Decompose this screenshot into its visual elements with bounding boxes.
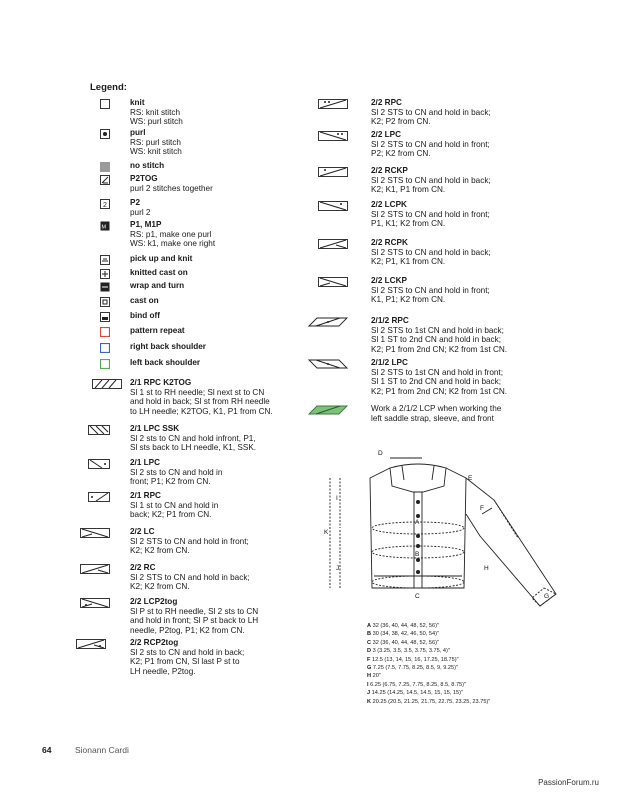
pick-up-icon (100, 255, 110, 265)
page-number: 64 (42, 745, 52, 755)
right-legend-entry (371, 130, 490, 159)
no-stitch-grey-icon (100, 162, 110, 172)
left-legend-entry (130, 161, 164, 171)
right-legend-entry (371, 238, 491, 267)
right-legend-entry-desc: Sl 2 STS to 1st CN and hold in front; (371, 367, 503, 377)
rcpk-icon (318, 239, 348, 249)
left-legend-entry (130, 198, 150, 217)
left-legend-entry-title: wrap and turn (130, 281, 185, 290)
knitted-cast-on-icon (100, 269, 110, 279)
left-legend-entry-desc: Sl 2 STS to CN and hold in back; (130, 572, 250, 582)
left-legend-entry-title: 2/1 LPC (130, 458, 161, 467)
measurement-value: 32 (36, 40, 44, 48, 52, 56)" (371, 623, 439, 629)
measurement-letter: K (367, 698, 372, 705)
measurement-value: 20.25 (20.5, 21.25, 21.75, 22.75, 23.25, 23.75)" (371, 698, 491, 705)
left-legend-entry (130, 638, 244, 676)
right-legend-entry (371, 316, 507, 354)
legend-title: Legend: (90, 82, 127, 93)
left-legend-entry-title: P1, M1P (130, 220, 162, 229)
blue-box-icon (100, 343, 110, 353)
p1-m1p-icon (100, 221, 110, 231)
right-legend-entry-title: 2/2 LPC (371, 130, 402, 139)
measurement-row (367, 622, 490, 630)
measurement-value: 32 (36, 40, 44, 48, 52, 56)" (371, 639, 439, 646)
rpc-21-icon (88, 492, 110, 502)
left-legend-entry (130, 597, 258, 635)
right-legend-entry-title: 2/1/2 LPC (371, 358, 408, 367)
measurement-letter: B (367, 631, 372, 638)
measurement-letter: C (367, 639, 372, 646)
left-legend-entry-desc: K2; K2 from CN. (130, 546, 190, 556)
left-legend-entry-desc: RS: p1, make one purl (130, 229, 212, 239)
right-legend-entry-desc: Sl 2 STS to CN and hold in back; (371, 107, 491, 117)
label-E: E (468, 475, 473, 482)
right-legend-entry (371, 276, 490, 305)
bind-off-icon (100, 312, 110, 322)
measurement-letter: A (367, 623, 372, 629)
rckp-icon (318, 167, 348, 177)
measurement-row (367, 639, 490, 647)
left-legend-entry (130, 128, 182, 157)
left-legend-entry (130, 326, 185, 336)
right-legend-entry-desc: Sl 2 STS to CN and hold in front; (371, 139, 490, 149)
measurement-row (367, 672, 490, 680)
author-name: Sionann Cardi (75, 745, 129, 755)
right-legend-entry-desc: Sl 1 ST to 2nd CN and hold in back; (371, 335, 502, 345)
measurement-letter: F (367, 656, 371, 663)
right-legend-entry (371, 98, 491, 127)
left-legend-entry-title: no stitch (130, 161, 165, 170)
left-legend-entry-desc: Sl 2 STS to CN and hold in front; (130, 536, 249, 546)
left-legend-entry-title: 2/1 LPC SSK (130, 424, 180, 433)
left-legend-entry-desc: Sl 1 st to RH needle; Sl next st to CN (130, 387, 265, 397)
left-legend-entry-desc: and hold in front; Sl P st back to LH (130, 616, 259, 626)
right-legend-entry-title: 2/2 LCPK (371, 200, 407, 209)
left-legend-entry-title: cast on (130, 296, 159, 305)
measurement-value: 7.25 (7.5, 7.75, 8.25, 8.5, 9, 9.25)" (371, 665, 458, 672)
left-legend-entry (130, 281, 184, 291)
cardigan-schematic (318, 448, 570, 618)
left-legend-entry-title: 2/1 RPC K2TOG (130, 378, 192, 387)
left-legend-entry-title: 2/2 LCP2tog (130, 597, 178, 606)
left-legend-entry-desc: Sl sts back to LH needle, K1, SSK. (130, 443, 257, 453)
left-legend-entry (130, 491, 218, 520)
left-legend-entry (130, 358, 200, 368)
right-legend-entry-desc: Sl 2 STS to CN and hold in front; (371, 285, 490, 295)
label-C: C (415, 593, 420, 600)
left-legend-entry-desc: needle, P2tog, P1; K2 from CN. (130, 625, 245, 635)
right-legend-entry-desc: K2; P2 from CN. (371, 117, 431, 127)
left-legend-entry-title: 2/2 RC (130, 563, 156, 572)
left-legend-entry-title: bind off (130, 311, 161, 320)
measurement-value: 20" (371, 673, 381, 680)
left-legend-entry (130, 458, 222, 487)
measurement-row (367, 681, 490, 689)
measurement-row (367, 656, 490, 664)
right-legend-entry (371, 200, 490, 229)
right-legend-entry-desc: K2; P1, K1 from CN. (371, 257, 446, 267)
measurement-value: 3 (3.25, 3.5, 3.5, 3.75, 3.75, 4)" (371, 648, 450, 655)
cast-on-icon (100, 297, 110, 307)
svg-text:M: M (101, 224, 107, 231)
left-legend-entry-title: knit (130, 98, 145, 107)
rpc-212-icon (308, 317, 348, 327)
left-legend-entry-desc: Sl 2 sts to CN and hold in back; (130, 647, 245, 657)
knit-square-icon (100, 99, 110, 109)
measurement-letter: I (367, 681, 369, 688)
label-F: F (480, 505, 484, 512)
left-legend-entry-desc: K2; K2 from CN. (130, 582, 190, 592)
right-legend-entry-title: 2/2 RPC (371, 98, 402, 107)
left-legend-entry-title: left back shoulder (130, 358, 201, 367)
left-legend-entry (130, 98, 183, 127)
right-legend-entry (371, 166, 491, 195)
lcp2tog-icon (80, 598, 110, 608)
measurement-value: 12.5 (13, 14, 15, 16, 17.25, 18.75)" (370, 656, 459, 663)
measurement-value: 30 (34, 38, 42, 46, 50, 54)" (371, 631, 439, 638)
right-legend-entry-desc: P2; K2 from CN. (371, 149, 431, 159)
watermark: PassionForum.ru (538, 778, 599, 787)
right-legend-entry-desc: Sl 2 STS to 1st CN and hold in back; (371, 325, 504, 335)
left-legend-entry (130, 527, 249, 556)
measurement-value: 6.25 (6.75, 7.25, 7.75, 8.25, 8.5, 8.75)" (368, 681, 467, 688)
lpc-ssk-icon (88, 425, 110, 435)
left-legend-entry-desc: front; P1; K2 from CN. (130, 477, 211, 487)
left-legend-entry-desc: purl 2 (130, 207, 151, 217)
measurement-value: 14.25 (14.25, 14.5, 14.5, 15, 15, 15)" (370, 690, 463, 697)
right-legend-entry-desc: K2; K1, P1 from CN. (371, 185, 446, 195)
left-legend-entry-desc: Sl P st to RH needle, Sl 2 sts to CN (130, 606, 259, 616)
left-legend-entry (130, 268, 188, 278)
lc-22-icon (80, 528, 110, 538)
measurement-row (367, 689, 490, 697)
measurement-row (367, 664, 490, 672)
left-legend-entry (130, 378, 273, 416)
left-legend-entry (130, 174, 213, 193)
left-legend-entry-desc: Sl 2 sts to CN and hold infront, P1, (130, 433, 256, 443)
right-legend-entry-desc: Work a 2/1/2 LCP when working the (371, 404, 502, 413)
lpc-21-icon (88, 459, 110, 469)
left-legend-entry (130, 563, 250, 592)
right-legend-entry-desc: Sl 2 STS to CN and hold in front; (371, 209, 490, 219)
lpc-22-icon (318, 131, 348, 141)
left-legend-entry (130, 342, 206, 352)
measurement-letter: H (367, 673, 372, 680)
right-legend-entry-desc: K2; P1 from 2nd CN; K2 from 1st CN. (371, 386, 508, 396)
green-cable-icon (308, 405, 348, 415)
left-legend-entry-title: 2/2 RCP2tog (130, 638, 179, 647)
left-legend-entry (130, 424, 256, 453)
left-legend-entry-title: purl (130, 128, 146, 137)
right-legend-entry-desc: Sl 2 STS to CN and hold in back; (371, 175, 491, 185)
label-D: D (378, 450, 383, 457)
measurement-row (367, 698, 490, 706)
label-J: J (336, 565, 340, 572)
measurement-letter: D (367, 648, 372, 655)
left-legend-entry-title: 2/2 LC (130, 527, 155, 536)
right-legend-entry-desc: P1, K1; K2 from CN. (371, 219, 446, 229)
label-B: B (415, 551, 420, 558)
left-legend-entry-desc: LH needle, P2tog. (130, 666, 196, 676)
right-legend-entry-desc: Sl 2 STS to CN and hold in back; (371, 247, 491, 257)
right-legend-entry-desc: left saddle strap, sleeve, and front (371, 413, 494, 423)
right-legend-entry-desc: Sl 1 ST to 2nd CN and hold in back; (371, 377, 502, 387)
right-legend-entry (371, 404, 501, 423)
left-legend-entry-desc: K2; P1 from CN, Sl last P st to (130, 657, 240, 667)
left-legend-entry-desc: back; K2; P1 from CN. (130, 510, 212, 520)
label-G: G (544, 593, 550, 600)
right-legend-entry-title: 2/1/2 RPC (371, 316, 409, 325)
label-K: K (324, 529, 329, 536)
right-legend-entry (371, 358, 507, 396)
left-legend-entry-title: pick up and knit (130, 254, 193, 263)
left-legend-entry-desc: WS: knit stitch (130, 147, 182, 157)
left-legend-entry (130, 296, 159, 306)
label-H: H (484, 565, 489, 572)
left-legend-entry-desc: Sl 2 sts to CN and hold in (130, 467, 223, 477)
label-I: I (336, 495, 338, 502)
left-legend-entry-desc: RS: purl stitch (130, 137, 181, 147)
left-legend-entry-title: pattern repeat (130, 326, 185, 335)
svg-text:2: 2 (103, 202, 107, 209)
right-legend-entry-desc: K1, P1; K2 from CN. (371, 295, 446, 305)
p2-icon (100, 199, 110, 209)
left-legend-entry-desc: and hold in back; Sl st from RH needle (130, 397, 270, 407)
red-box-icon (100, 327, 110, 337)
left-legend-entry (130, 220, 215, 249)
measurement-row (367, 647, 490, 655)
left-legend-entry-desc: WS: purl stitch (130, 117, 183, 127)
rpc-22-icon (318, 99, 348, 109)
lckp-icon (318, 277, 348, 287)
purl-dot-icon (100, 129, 110, 139)
measurement-row (367, 630, 490, 638)
left-legend-entry-desc: to LH needle; K2TOG, K1, P1 from CN. (130, 406, 273, 416)
right-legend-entry-title: 2/2 RCKP (371, 166, 408, 175)
left-legend-entry-title: P2 (130, 198, 141, 207)
right-legend-entry-desc: K2; P1 from 2nd CN; K2 from 1st CN. (371, 344, 508, 354)
left-legend-entry-desc: Sl 1 st to CN and hold in (130, 500, 219, 510)
left-legend-entry (130, 254, 192, 264)
wrap-turn-icon (100, 282, 110, 292)
measurement-letter: J (367, 690, 371, 697)
label-A: A (415, 519, 420, 526)
green-box-icon (100, 359, 110, 369)
left-legend-entry-desc: WS: k1, make one right (130, 239, 216, 249)
right-legend-entry-title: 2/2 LCKP (371, 276, 407, 285)
left-legend-entry-title: knitted cast on (130, 268, 188, 277)
left-legend-entry-title: 2/1 RPC (130, 491, 161, 500)
left-legend-entry (130, 311, 160, 321)
left-legend-entry-title: right back shoulder (130, 342, 206, 351)
measurements-list (367, 622, 490, 706)
rc-22-icon (80, 564, 110, 574)
measurement-letter: G (367, 665, 372, 672)
p2tog-icon (100, 175, 110, 185)
left-legend-entry-desc: purl 2 stitches together (130, 183, 213, 193)
left-legend-entry-title: P2TOG (130, 174, 158, 183)
rcp2tog-icon (76, 639, 106, 649)
lpc-212-icon (308, 359, 348, 369)
left-legend-entry-desc: RS: knit stitch (130, 107, 181, 117)
rpc-k2tog-icon (92, 379, 122, 389)
right-legend-entry-title: 2/2 RCPK (371, 238, 408, 247)
lcpk-icon (318, 201, 348, 211)
